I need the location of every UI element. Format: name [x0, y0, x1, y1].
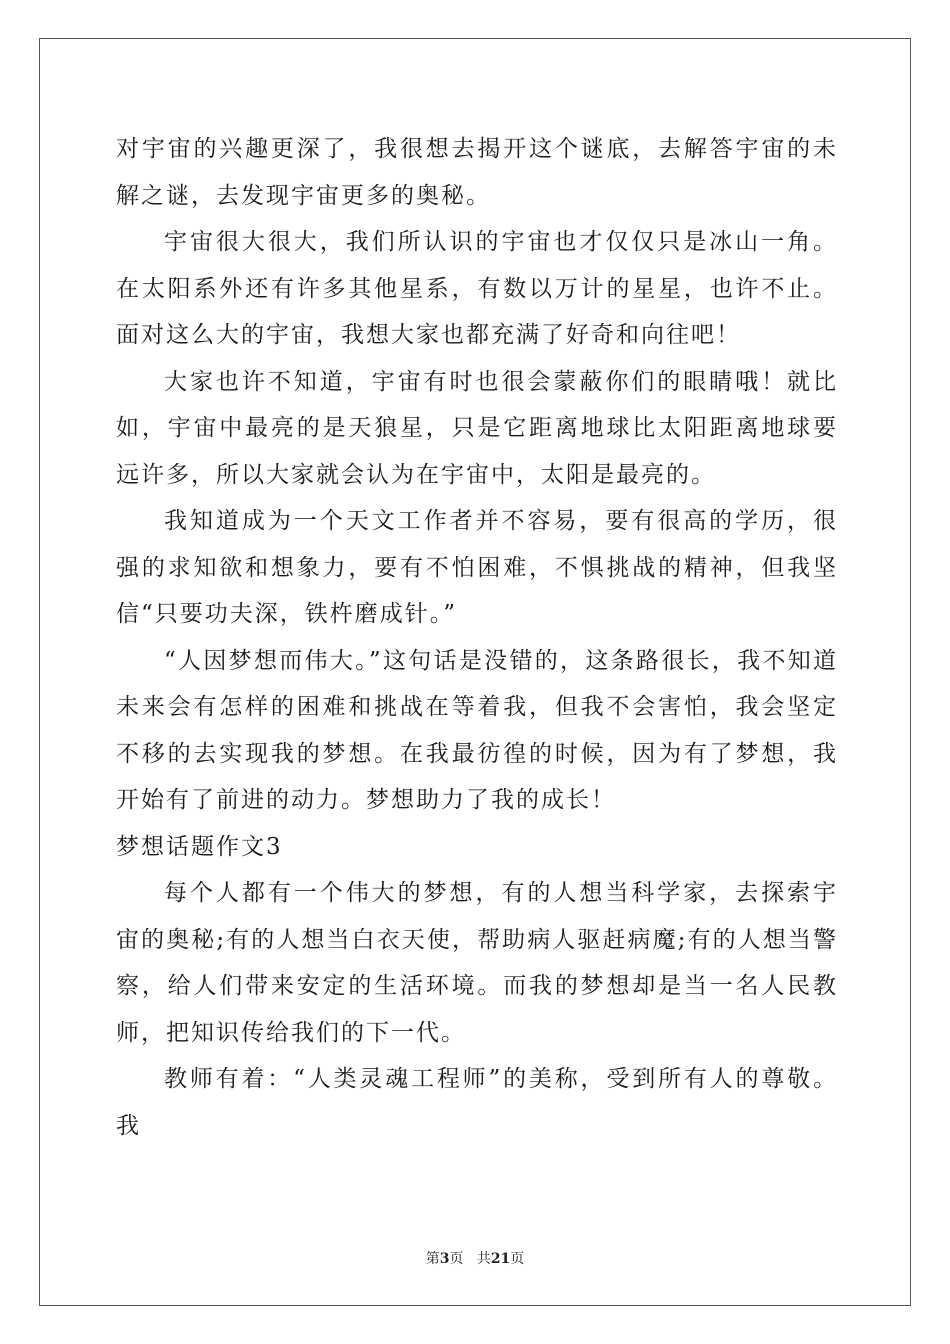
section-heading: 梦想话题作文3 — [116, 833, 283, 860]
paragraph: 每个人都有一个伟大的梦想，有的人想当科学家，去探索宇宙的奥秘;有的人想当白衣天使，帮助病人驱赶病魔;有的人想当警察，给人们带来安定的生活环境。而我的梦想却是当一名人民教师，把知识传给我们的下一代。 — [116, 880, 838, 1046]
page-footer — [0, 1248, 950, 1268]
page-suffix: 页 — [449, 1251, 464, 1267]
page-number: 3 — [439, 1251, 450, 1267]
paragraph: “人因梦想而伟大。”这句话是没错的，这条路很长，我不知道未来会有怎样的困难和挑战在等着我，但我不会害怕，我会坚定不移的去实现我的梦想。在我最彷徨的时候，因为有了梦想，我开始有了前进的动力。梦想助力了我的成长！ — [116, 647, 838, 813]
total-suffix: 页 — [510, 1251, 525, 1267]
paragraph: 教师有着：“人类灵魂工程师”的美称，受到所有人的尊敬。我 — [116, 1066, 838, 1139]
total-prefix: 共 — [476, 1251, 491, 1267]
page-prefix: 第 — [425, 1251, 440, 1267]
paragraph: 我知道成为一个天文工作者并不容易，要有很高的学历，很强的求知欲和想象力，要有不怕困难，不惧挑战的精神，但我坚信“只要功夫深，铁杵磨成针。” — [116, 508, 838, 627]
paragraph: 大家也许不知道，宇宙有时也很会蒙蔽你们的眼睛哦！就比如，宇宙中最亮的是天狼星，只是它距离地球比太阳距离地球要远许多，所以大家就会认为在宇宙中，太阳是最亮的。 — [116, 368, 838, 488]
paragraph: 宇宙很大很大，我们所认识的宇宙也才仅仅只是冰山一角。在太阳系外还有许多其他星系，有数以万计的星星，也许不止。面对这么大的宇宙，我想大家也都充满了好奇和向往吧！ — [116, 229, 838, 348]
total-pages: 21 — [490, 1251, 511, 1267]
paragraph-continuation: 对宇宙的兴趣更深了，我很想去揭开这个谜底，去解答宇宙的未解之谜，去发现宇宙更多的奥秘。 — [116, 136, 838, 209]
document-body — [116, 126, 838, 1149]
